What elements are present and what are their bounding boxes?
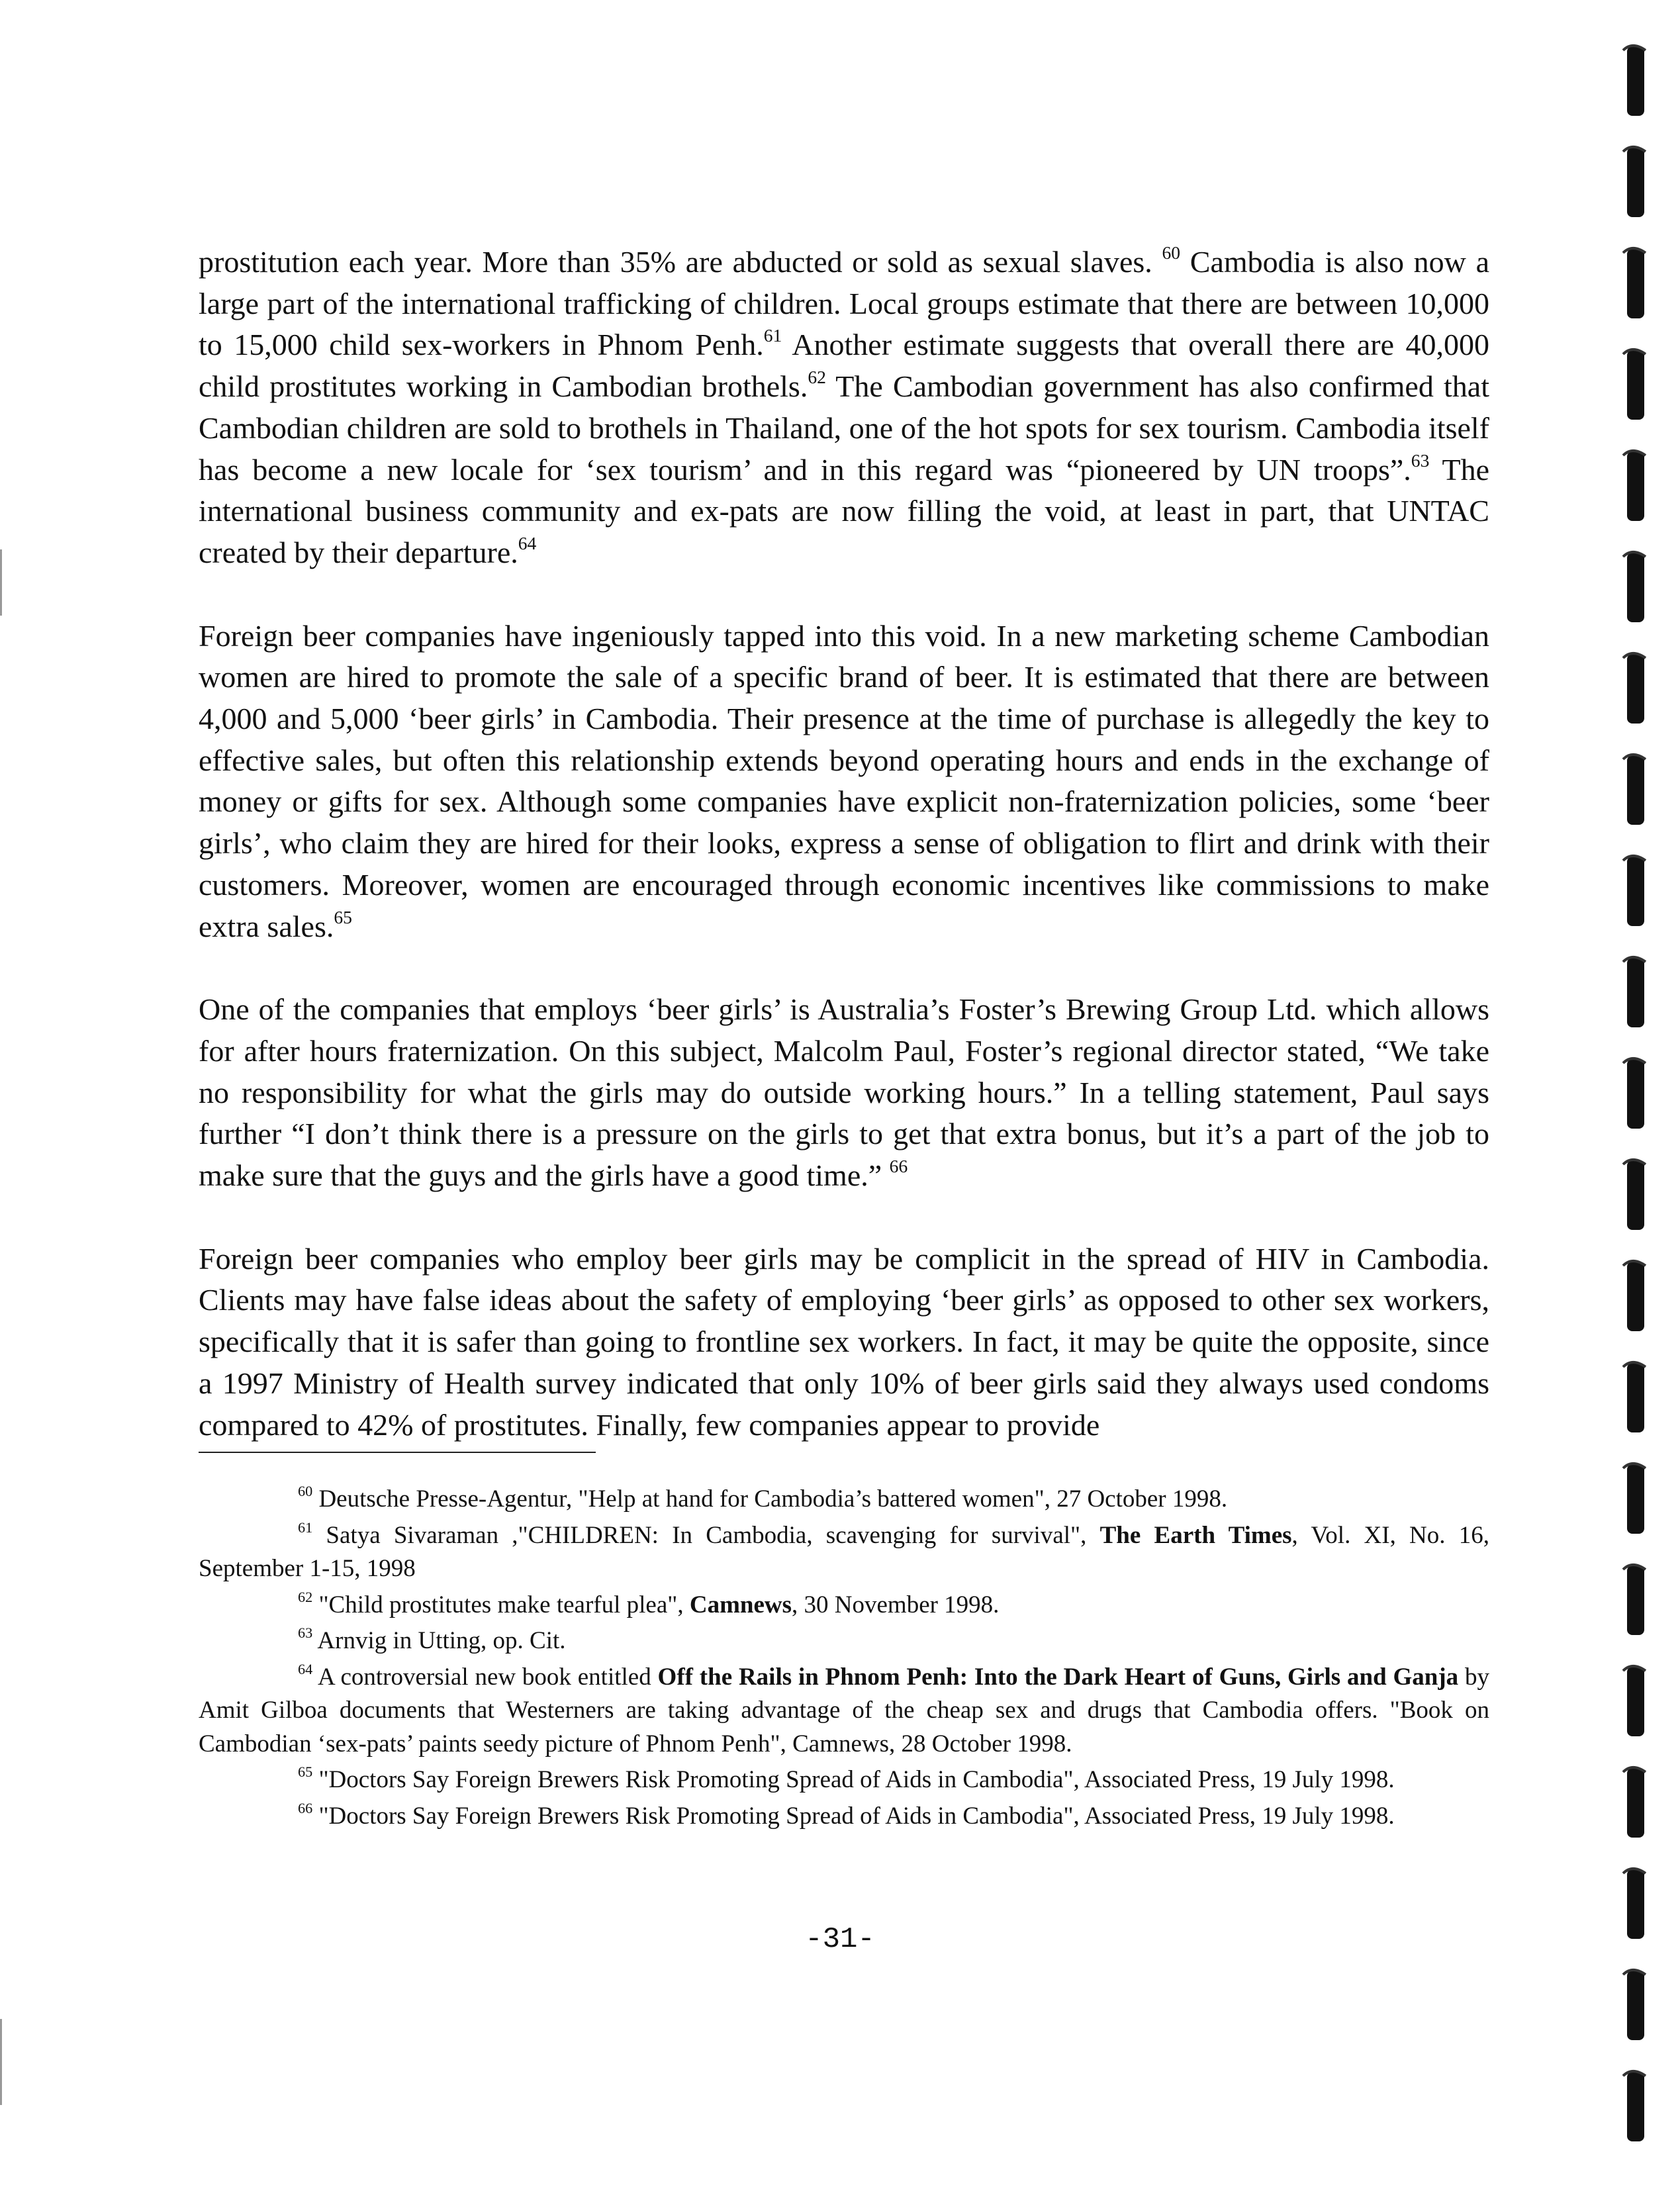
footnote-ref: 66 [298,1799,313,1816]
text-run: , Vol. XI, No. 16, September 1-15, 1998 [199,1521,1490,1582]
binding-hole [1623,1362,1646,1432]
footnote-ref: 61 [763,325,782,346]
footnote-ref: 65 [298,1763,313,1781]
binding-hole [1623,1970,1646,2040]
footnote-ref: 63 [1411,449,1430,471]
footnote-ref: 63 [298,1624,313,1642]
binding-holes [1601,0,1680,2201]
binding-hole [1623,653,1646,724]
footnote [199,1624,1489,1658]
footnote-separator [199,1452,596,1453]
text-run: Foreign beer companies who employ beer girls may be complicit in the spread of HIV in Cambodia. Clients may have false ideas about the safety of employing ‘beer girls’ as opposed to other sex workers, specifically that it is safer than going to frontline sex workers. In fact, it may be quite the opposite, since a 1997 Ministry of Health survey indicated that only 10% of beer girls said they always used condoms compared to 42% of prostitutes. Finally, few companies appear to provide [199,1241,1489,1442]
footnote-ref: 62 [298,1588,313,1605]
footnote [199,1661,1489,1761]
bold-title: Camnews [689,1591,792,1618]
text-run: Foreign beer companies have ingeniously tapped into this void. In a new marketing scheme Cambodian women are hired to promote the sale of a specific brand of beer. It is estimated that there are between 4,000 and 5,000 ‘beer girls’ in Cambodia. Their presence at the time of purchase is allegedly the key to effective sales, but often this relationship extends beyond operating hours and ends in the exchange of money or gifts for sex. Although some companies have explicit non-fraternization policies, some ‘beer girls’, who claim they are hired for their looks, express a sense of obligation to flirt and drink with their customers. Moreover, women are encouraged through economic incentives like commissions to make extra sales. [199,618,1489,943]
binding-hole [1623,755,1646,825]
text-run: "Child prostitutes make tearful plea", [312,1591,690,1618]
page-number: -31- [805,1923,875,1956]
bold-title: Off the Rails in Phnom Penh: Into the Dark Heart of Guns, Girls and Ganja [657,1663,1459,1691]
paragraph [199,989,1489,1197]
scan-edge-mark [0,2019,2,2105]
binding-hole [1623,46,1646,116]
binding-hole [1623,1767,1646,1838]
footnote [199,1483,1489,1517]
binding-hole [1623,147,1646,217]
text-run: , 30 November 1998. [792,1591,1000,1618]
binding-hole [1623,451,1646,521]
text-run: The international business community and ex-pats are now filling the void, at least in part, that UNTAC created by their departure. [199,452,1489,569]
binding-hole [1623,1464,1646,1534]
binding-hole [1623,350,1646,420]
text-run: prostitution each year. More than 35% are abducted or sold as sexual slaves. [199,245,1162,279]
binding-hole [1623,2071,1646,2141]
spiral-binding [1601,0,1680,2201]
text-run: A controversial new book entitled [312,1663,658,1691]
binding-hole [1623,248,1646,318]
bold-title: The Earth Times [1099,1521,1292,1549]
footnote-ref: 61 [298,1519,313,1536]
footnote-ref: 64 [518,533,537,554]
body-text [199,242,1489,1487]
footnote [199,1763,1489,1797]
text-run: Arnvig in Utting, op. Cit. [312,1627,566,1654]
footnote-ref: 64 [298,1660,313,1677]
text-run: "Doctors Say Foreign Brewers Risk Promoting Spread of Aids in Cambodia", Associated Press, 19 July 1998. [312,1766,1395,1793]
binding-hole [1623,1869,1646,1939]
binding-hole [1623,1261,1646,1331]
footnote-ref: 65 [334,906,352,927]
binding-hole [1623,1160,1646,1230]
text-run: Deutsche Presse-Agentur, "Help at hand for Cambodia’s battered women", 27 October 1998. [312,1485,1228,1513]
text-run: by Amit Gilboa documents that Westerners are taking advantage of the cheap sex and drugs that Cambodia offers. "Book on Cambodian ‘sex-pats’ paints seedy picture of Phnom Penh", Camnews, 28 October 1998. [199,1663,1489,1757]
footnote-ref: 66 [889,1156,908,1177]
footnote-ref: 60 [1162,242,1181,263]
binding-hole [1623,1058,1646,1129]
text-run: "Doctors Say Foreign Brewers Risk Promoting Spread of Aids in Cambodia", Associated Press, 19 July 1998. [312,1802,1395,1830]
text-run: Satya Sivaraman ,"CHILDREN: In Cambodia, scavenging for survival", [312,1521,1100,1549]
text-run: One of the companies that employs ‘beer girls’ is Australia’s Foster’s Brewing Group Ltd. which allows for after hours fraternization. On this subject, Malcolm Paul, Foster’s regional director stated, “We take no responsibility for what the girls may do outside working hours.” In a telling statement, Paul says further “I don’t think there is a pressure on the girls to get that extra bonus, but it’s a part of the job to make sure that the guys and the girls have a good time.” [199,992,1489,1193]
paragraph [199,1239,1489,1446]
footnote [199,1800,1489,1834]
binding-hole [1623,856,1646,926]
binding-hole [1623,552,1646,622]
footnote [199,1589,1489,1622]
footnote-ref: 60 [298,1483,313,1500]
binding-hole [1623,957,1646,1027]
scan-edge-mark [0,549,2,616]
paragraph [199,616,1489,948]
text-run: The Cambodian government has also confirmed that Cambodian children are sold to brothels in Thailand, one of the hot spots for sex tourism. Cambodia itself has become a new locale for ‘sex tourism’ and in this regard was “pioneered by UN troops”. [199,369,1489,487]
footnotes [199,1483,1489,1836]
binding-hole [1623,1666,1646,1736]
footnote [199,1519,1489,1586]
binding-hole [1623,1565,1646,1635]
paragraph [199,242,1489,574]
text-run: Cambodia is also now a large part of the international trafficking of children. Local groups estimate that there are between 10,000 to 15,000 child sex-workers in Phnom Penh. [199,245,1489,362]
text-run: Another estimate suggests that overall there are 40,000 child prostitutes working in Cambodian brothels. [199,328,1489,404]
footnote-ref: 62 [808,367,826,388]
